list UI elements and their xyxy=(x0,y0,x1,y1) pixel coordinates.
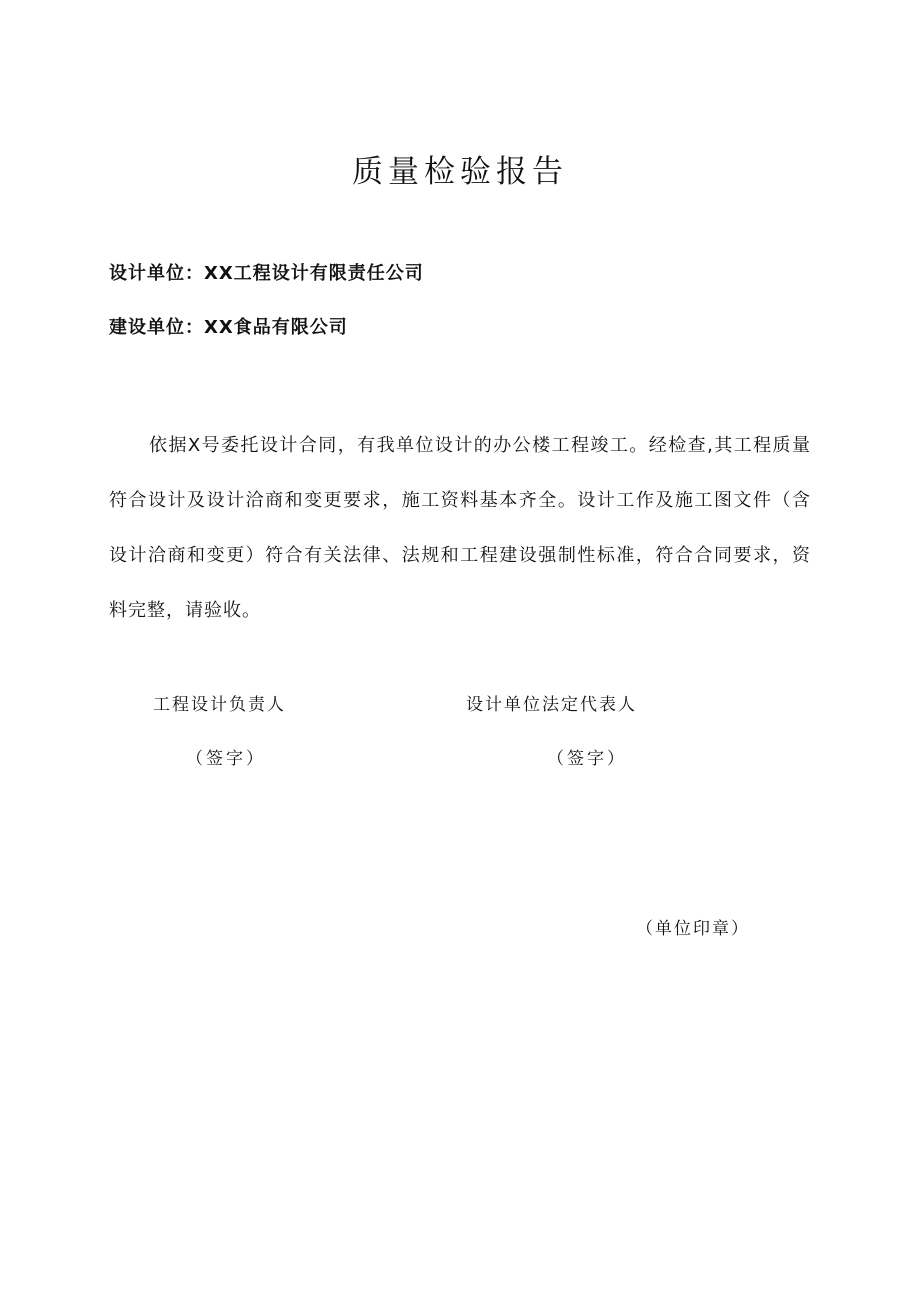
page-title: 质量检验报告 xyxy=(352,154,568,190)
design-unit-label: 设计单位： xyxy=(109,263,204,284)
construction-unit-line xyxy=(109,313,348,339)
construction-unit-label: 建设单位： xyxy=(109,317,204,338)
design-unit-line xyxy=(109,259,424,285)
report-body-paragraph: 依据X号委托设计合同，有我单位设计的办公楼工程竣工。经检查,其工程质量符合设计及设计洽商和变更要求，施工资料基本齐全。设计工作及施工图文件（含设计洽商和变更）符合有关法律、法规和工程建设强制性标准，符合合同要求，资料完整，请验收。 xyxy=(109,435,811,621)
unit-seal-note: （单位印章） xyxy=(636,919,750,939)
design-lead-signature-note: （签字） xyxy=(186,749,266,769)
legal-representative-label: 设计单位法定代表人 xyxy=(466,695,637,715)
construction-unit-value: XX食品有限公司 xyxy=(204,317,348,338)
design-unit-value: XX工程设计有限责任公司 xyxy=(204,263,424,284)
design-lead-label: 工程设计负责人 xyxy=(153,695,286,715)
legal-representative-signature-note: （签字） xyxy=(547,749,627,769)
